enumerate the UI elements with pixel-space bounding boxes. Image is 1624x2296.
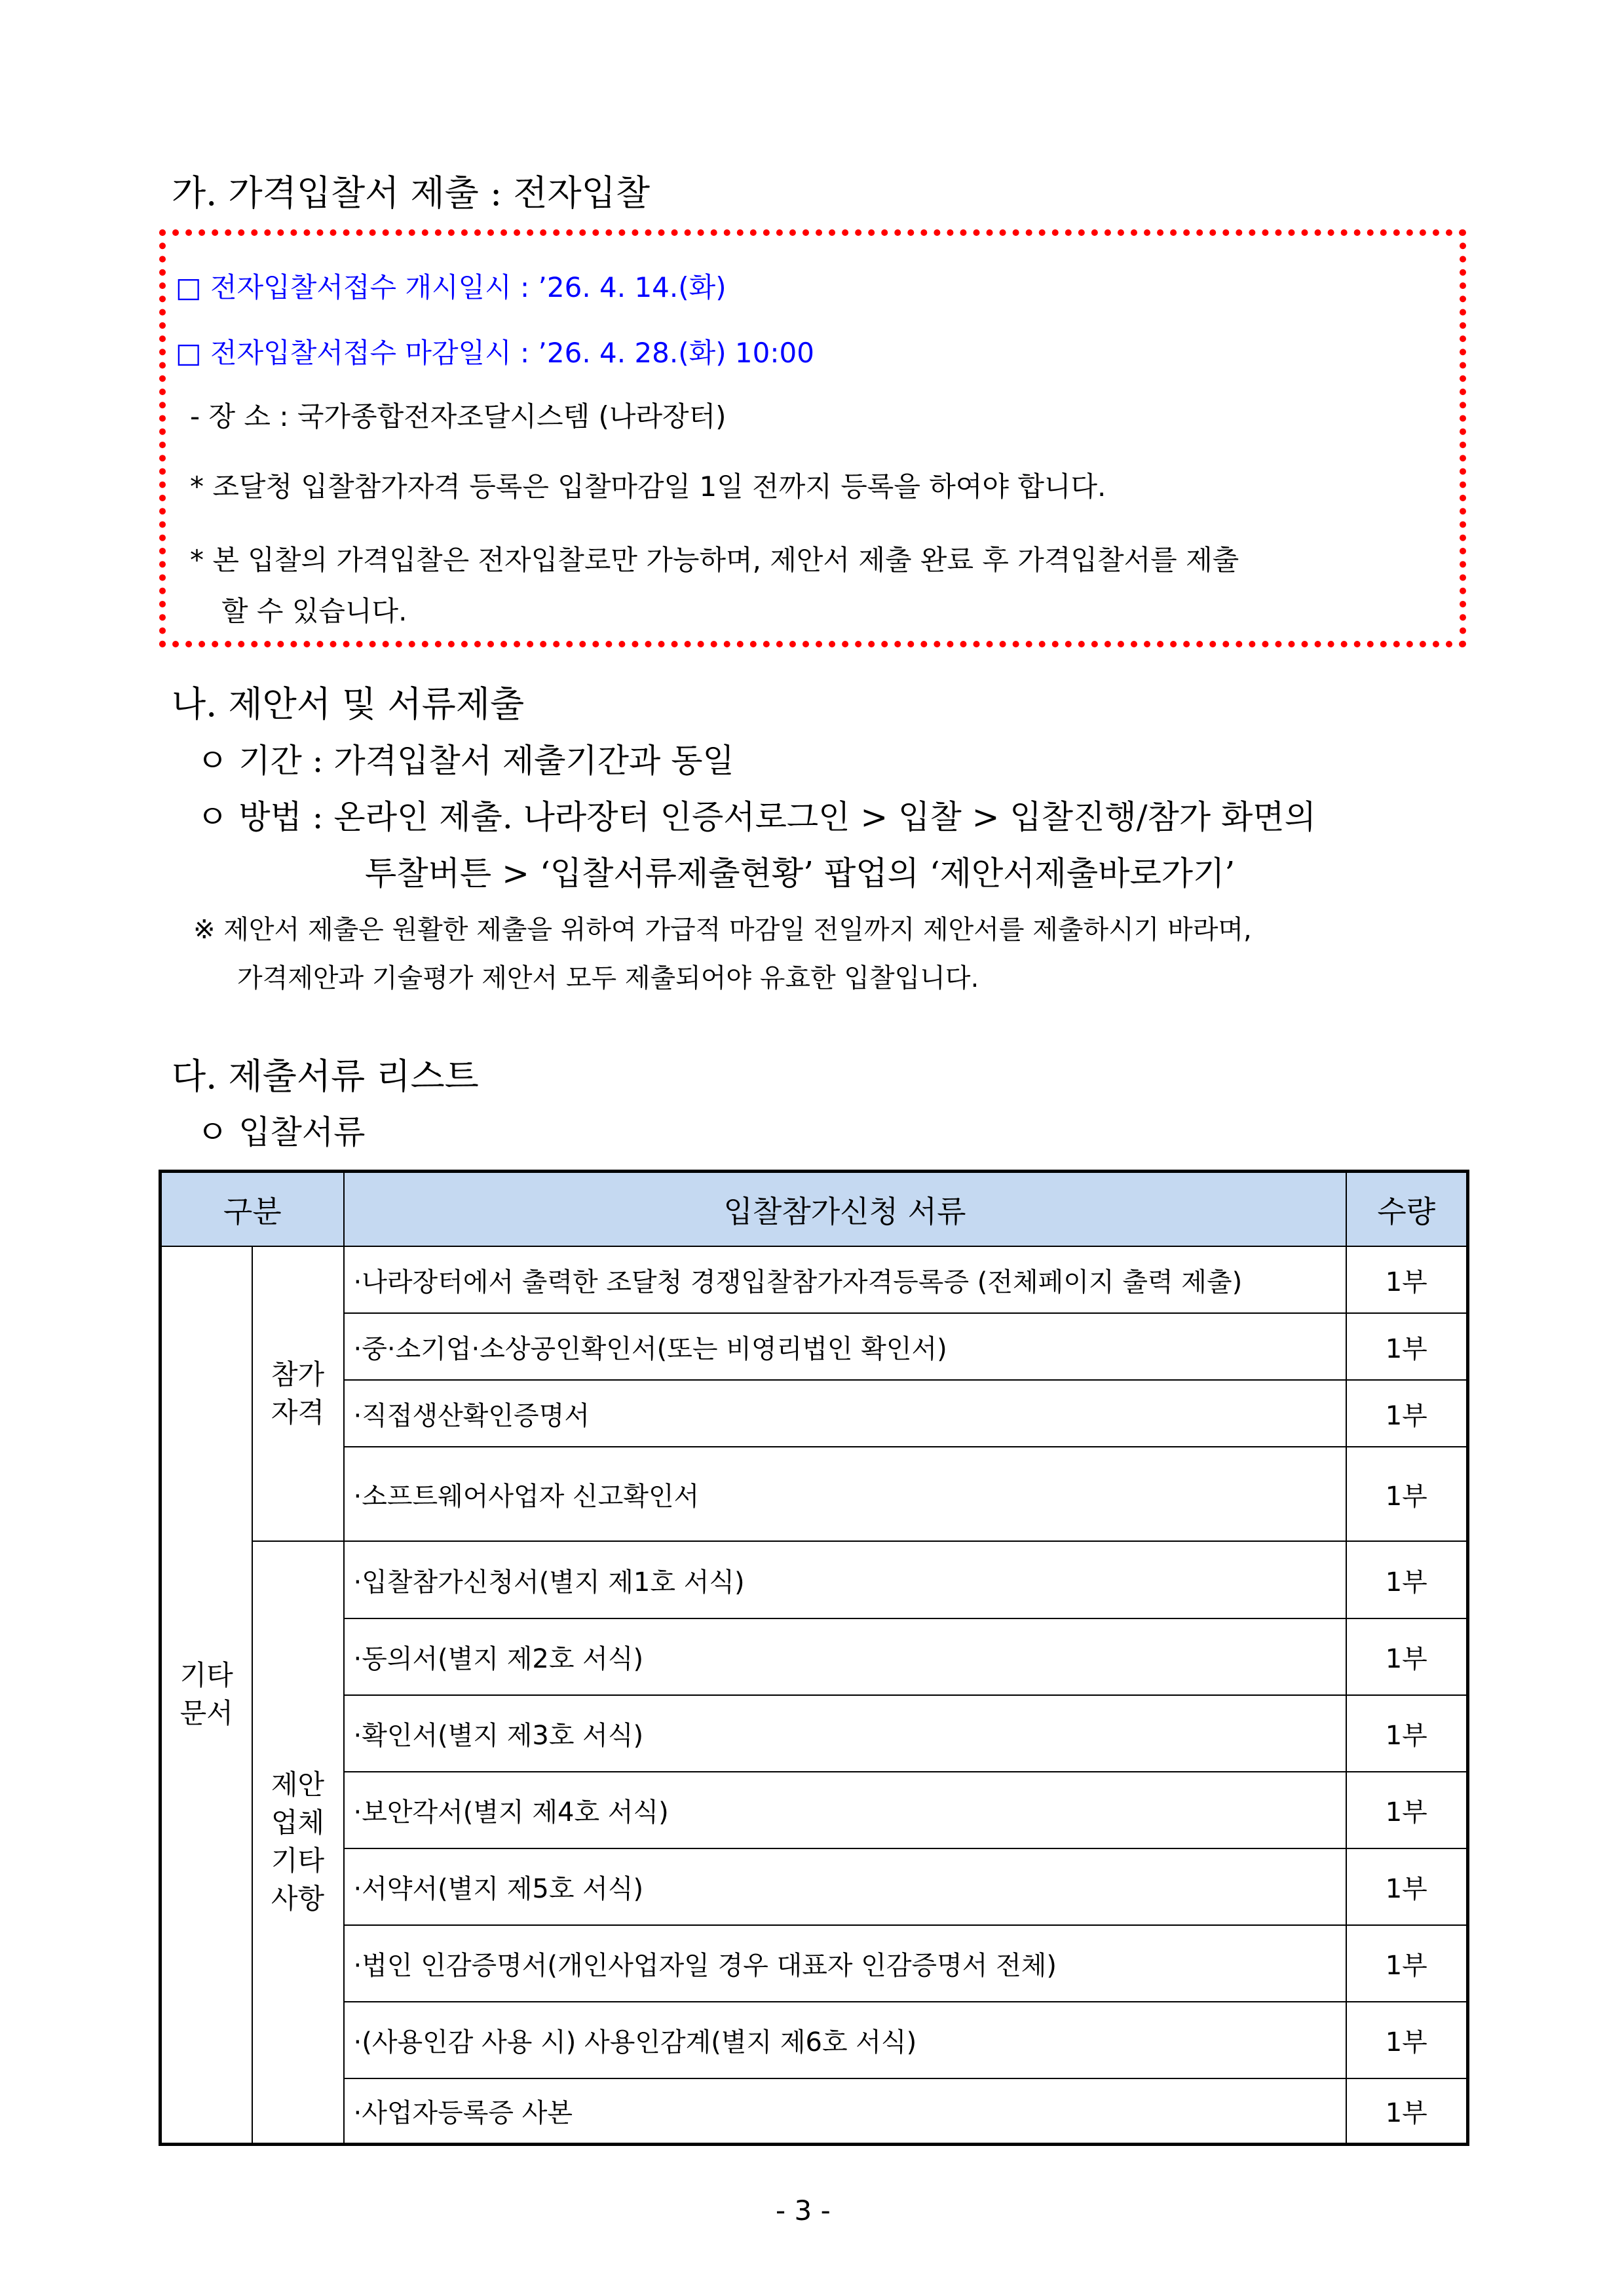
group-proposer-other: 제안 업체 기타 사항 xyxy=(252,1541,344,2144)
price-bid-note: * 본 입찰의 가격입찰은 전자입찰로만 가능하며, 제안서 제출 완료 후 가격입찰서를 제출 xyxy=(190,544,1239,576)
document-qty: 1부 xyxy=(1346,2002,1468,2078)
table-row xyxy=(161,1618,1468,1695)
document-name: ·입찰참가신청서(별지 제1호 서식) xyxy=(344,1541,1346,1618)
document-qty: 1부 xyxy=(1346,1925,1468,2002)
table-row xyxy=(161,1313,1468,1380)
submission-notice: ※ 제안서 제출은 원활한 제출을 위하여 가급적 마감일 전일까지 제안서를 제출하시기 바라며, xyxy=(193,915,1252,945)
document-list-table xyxy=(159,1170,1469,2146)
table-row xyxy=(161,1541,1468,1618)
table-header-row xyxy=(161,1172,1468,1247)
document-name: ·보안각서(별지 제4호 서식) xyxy=(344,1772,1346,1848)
submission-period: ㅇ 기간 : 가격입찰서 제출기간과 동일 xyxy=(197,742,734,780)
header-quantity: 수량 xyxy=(1346,1172,1468,1247)
document-qty: 1부 xyxy=(1346,1618,1468,1695)
submission-method: ㅇ 방법 : 온라인 제출. 나라장터 인증서로그인 > 입찰 > 입찰진행/참가 화면의 xyxy=(197,798,1316,836)
table-row xyxy=(161,1380,1468,1447)
document-qty: 1부 xyxy=(1346,1313,1468,1380)
document-name: ·동의서(별지 제2호 서식) xyxy=(344,1618,1346,1695)
document-name: ·법인 인감증명서(개인사업자일 경우 대표자 인감증명서 전체) xyxy=(344,1925,1346,2002)
document-qty: 1부 xyxy=(1346,1447,1468,1541)
document-name: ·확인서(별지 제3호 서식) xyxy=(344,1695,1346,1772)
document-name: ·서약서(별지 제5호 서식) xyxy=(344,1848,1346,1925)
table-row xyxy=(161,1772,1468,1848)
document-name: ·나라장터에서 출력한 조달청 경쟁입찰참가자격등록증 (전체페이지 출력 제출) xyxy=(344,1246,1346,1313)
table-row xyxy=(161,1447,1468,1541)
document-name: ·중·소기업·소상공인확인서(또는 비영리법인 확인서) xyxy=(344,1313,1346,1380)
bid-open-datetime: □ 전자입찰서접수 개시일시 : ’26. 4. 14.(화) xyxy=(176,271,727,303)
table-row xyxy=(161,1246,1468,1313)
document-qty: 1부 xyxy=(1346,1246,1468,1313)
group-qualification: 참가 자격 xyxy=(252,1246,344,1541)
header-document: 입찰참가신청 서류 xyxy=(344,1172,1346,1247)
registration-note: * 조달청 입찰참가자격 등록은 입찰마감일 1일 전까지 등록을 하여야 합니다. xyxy=(190,470,1106,503)
bid-documents-subtitle: ㅇ 입찰서류 xyxy=(197,1113,366,1151)
document-qty: 1부 xyxy=(1346,1848,1468,1925)
document-qty: 1부 xyxy=(1346,1695,1468,1772)
table-row xyxy=(161,1848,1468,1925)
submission-method-cont: 투찰버튼 > ‘입찰서류제출현황’ 팝업의 ‘제안서제출바로가기’ xyxy=(365,854,1236,892)
table-row xyxy=(161,2078,1468,2144)
table-row xyxy=(161,2002,1468,2078)
document-qty: 1부 xyxy=(1346,1541,1468,1618)
document-qty: 1부 xyxy=(1346,1772,1468,1848)
section-c-title: 다. 제출서류 리스트 xyxy=(172,1056,479,1097)
document-name: ·사업자등록증 사본 xyxy=(344,2078,1346,2144)
group-other-documents: 기타 문서 xyxy=(161,1246,252,2144)
page-number: - 3 - xyxy=(776,2194,831,2227)
table-row xyxy=(161,1925,1468,2002)
document-name: ·(사용인감 사용 시) 사용인감계(별지 제6호 서식) xyxy=(344,2002,1346,2078)
document-name: ·직접생산확인증명서 xyxy=(344,1380,1346,1447)
section-b-title: 나. 제안서 및 서류제출 xyxy=(172,683,525,725)
document-qty: 1부 xyxy=(1346,1380,1468,1447)
submission-notice-cont: 가격제안과 기술평가 제안서 모두 제출되어야 유효한 입찰입니다. xyxy=(237,963,979,993)
price-bid-note-cont: 할 수 있습니다. xyxy=(221,595,407,627)
table-row xyxy=(161,1695,1468,1772)
section-a-title: 가. 가격입찰서 제출 : 전자입찰 xyxy=(172,172,650,214)
bid-close-datetime: □ 전자입찰서접수 마감일시 : ’26. 4. 28.(화) 10:00 xyxy=(176,337,814,369)
document-name: ·소프트웨어사업자 신고확인서 xyxy=(344,1447,1346,1541)
document-qty: 1부 xyxy=(1346,2078,1468,2144)
bid-location: - 장 소 : 국가종합전자조달시스템 (나라장터) xyxy=(190,400,727,432)
header-category: 구분 xyxy=(161,1172,344,1247)
